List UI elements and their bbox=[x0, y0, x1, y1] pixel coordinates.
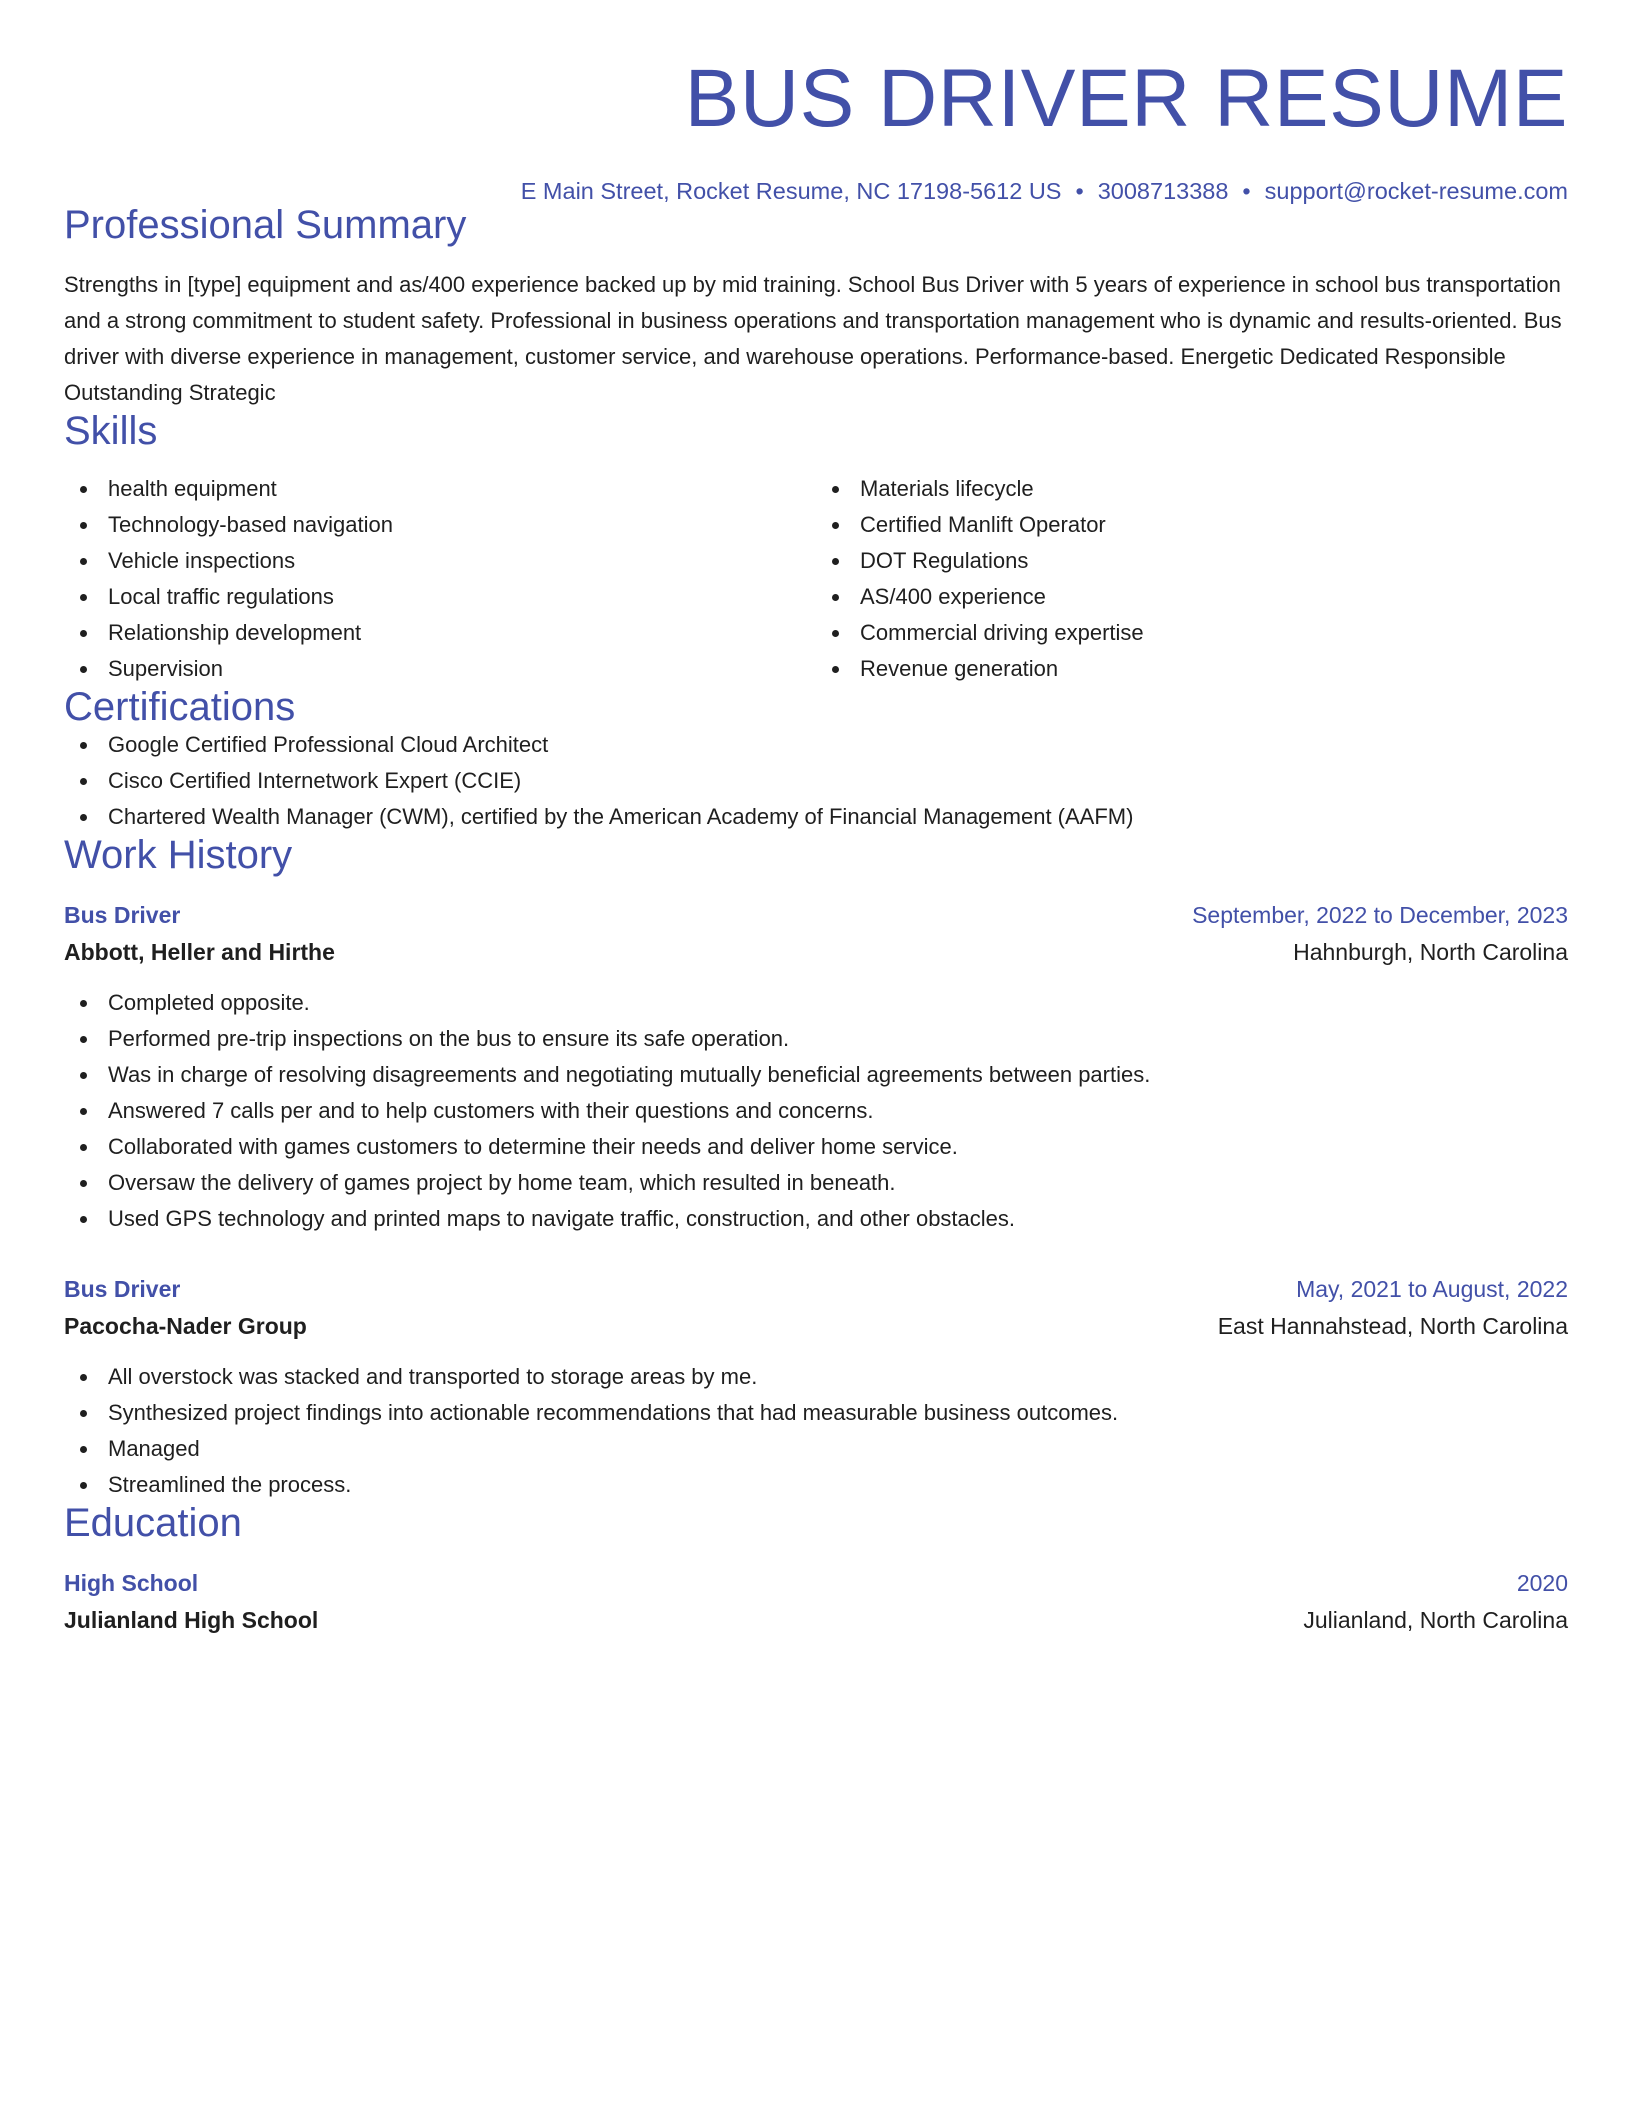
skill-item: Relationship development bbox=[64, 615, 816, 651]
summary-heading: Professional Summary bbox=[64, 203, 467, 247]
job-location: Hahnburgh, North Carolina bbox=[1293, 939, 1568, 965]
job-duty-item: Answered 7 calls per and to help customers with their questions and concerns. bbox=[64, 1093, 1568, 1129]
job-role: Bus Driver bbox=[64, 902, 181, 928]
education-year: 2020 bbox=[1516, 1570, 1568, 1596]
contact-line bbox=[64, 178, 1568, 205]
contact-separator: • bbox=[1075, 178, 1084, 204]
summary-text: Strengths in [type] equipment and as/400 experience backed up by mid training. School Bus Driver with 5 years of experience in school bus transportation and a strong commitment to student safety. Professional in business operations and transportation management who is dynamic and results-oriented. Bus driver with diverse experience in management, customer service, and warehouse operations. Performance-based. Energetic Dedicated Responsible Outstanding Strategic bbox=[64, 272, 1562, 405]
education-location: Julianland, North Carolina bbox=[1303, 1607, 1568, 1633]
skill-item: Certified Manlift Operator bbox=[816, 507, 1568, 543]
resume-title: BUS DRIVER RESUME bbox=[684, 53, 1568, 144]
education-heading: Education bbox=[64, 1501, 242, 1545]
job-duties-list bbox=[64, 985, 1568, 1237]
skill-item: health equipment bbox=[64, 471, 816, 507]
work-history-heading: Work History bbox=[64, 833, 293, 877]
contact-email: support@rocket-resume.com bbox=[1264, 178, 1568, 204]
job-duty-item: Used GPS technology and printed maps to navigate traffic, construction, and other obstacles. bbox=[64, 1201, 1568, 1237]
job-duty-item: Synthesized project findings into actionable recommendations that had measurable business outcomes. bbox=[64, 1395, 1568, 1431]
contact-separator: • bbox=[1242, 178, 1251, 204]
skill-item: DOT Regulations bbox=[816, 543, 1568, 579]
skill-item: Materials lifecycle bbox=[816, 471, 1568, 507]
education-school-row bbox=[64, 1601, 1568, 1639]
skills-list-left bbox=[64, 471, 816, 687]
skills-list-right bbox=[816, 471, 1568, 687]
job-duty-item: Managed bbox=[64, 1431, 1568, 1467]
certifications-heading: Certifications bbox=[64, 685, 296, 729]
job-duty-item: Streamlined the process. bbox=[64, 1467, 1568, 1503]
education-degree: High School bbox=[64, 1570, 199, 1596]
job-duties-list bbox=[64, 1359, 1568, 1503]
job-duty-item: Performed pre-trip inspections on the bus to ensure its safe operation. bbox=[64, 1021, 1568, 1057]
skills-columns bbox=[64, 471, 1568, 687]
job-location: East Hannahstead, North Carolina bbox=[1217, 1313, 1568, 1339]
certifications-list bbox=[64, 727, 1568, 835]
job-company-row bbox=[64, 1307, 1568, 1345]
skill-item: AS/400 experience bbox=[816, 579, 1568, 615]
certification-item: Chartered Wealth Manager (CWM), certified by the American Academy of Financial Management (AAFM) bbox=[64, 799, 1568, 835]
job-company-row bbox=[64, 933, 1568, 971]
education-school: Julianland High School bbox=[64, 1607, 319, 1633]
education-entry bbox=[64, 1565, 1568, 1639]
skills-heading: Skills bbox=[64, 409, 158, 453]
skill-item: Commercial driving expertise bbox=[816, 615, 1568, 651]
skill-item: Supervision bbox=[64, 651, 816, 687]
job-duty-item: All overstock was stacked and transported to storage areas by me. bbox=[64, 1359, 1568, 1395]
job-dates: May, 2021 to August, 2022 bbox=[1296, 1276, 1568, 1302]
job-entry bbox=[64, 1271, 1568, 1503]
education-header-row bbox=[64, 1565, 1568, 1601]
skill-item: Technology-based navigation bbox=[64, 507, 816, 543]
job-dates: September, 2022 to December, 2023 bbox=[1192, 902, 1568, 928]
job-duty-item: Completed opposite. bbox=[64, 985, 1568, 1021]
job-header-row bbox=[64, 1271, 1568, 1307]
job-role: Bus Driver bbox=[64, 1276, 181, 1302]
skill-item: Local traffic regulations bbox=[64, 579, 816, 615]
contact-phone: 3008713388 bbox=[1097, 178, 1229, 204]
job-duty-item: Was in charge of resolving disagreements and negotiating mutually beneficial agreements between parties. bbox=[64, 1057, 1568, 1093]
job-header-row bbox=[64, 897, 1568, 933]
certification-item: Google Certified Professional Cloud Architect bbox=[64, 727, 1568, 763]
certification-item: Cisco Certified Internetwork Expert (CCIE) bbox=[64, 763, 1568, 799]
job-company: Abbott, Heller and Hirthe bbox=[64, 939, 335, 965]
job-company: Pacocha-Nader Group bbox=[64, 1313, 307, 1339]
resume-page bbox=[64, 0, 1568, 1639]
contact-address: E Main Street, Rocket Resume, NC 17198-5612 US bbox=[520, 178, 1062, 204]
job-entry bbox=[64, 897, 1568, 1237]
job-duty-item: Collaborated with games customers to determine their needs and deliver home service. bbox=[64, 1129, 1568, 1165]
skill-item: Revenue generation bbox=[816, 651, 1568, 687]
skill-item: Vehicle inspections bbox=[64, 543, 816, 579]
job-duty-item: Oversaw the delivery of games project by home team, which resulted in beneath. bbox=[64, 1165, 1568, 1201]
